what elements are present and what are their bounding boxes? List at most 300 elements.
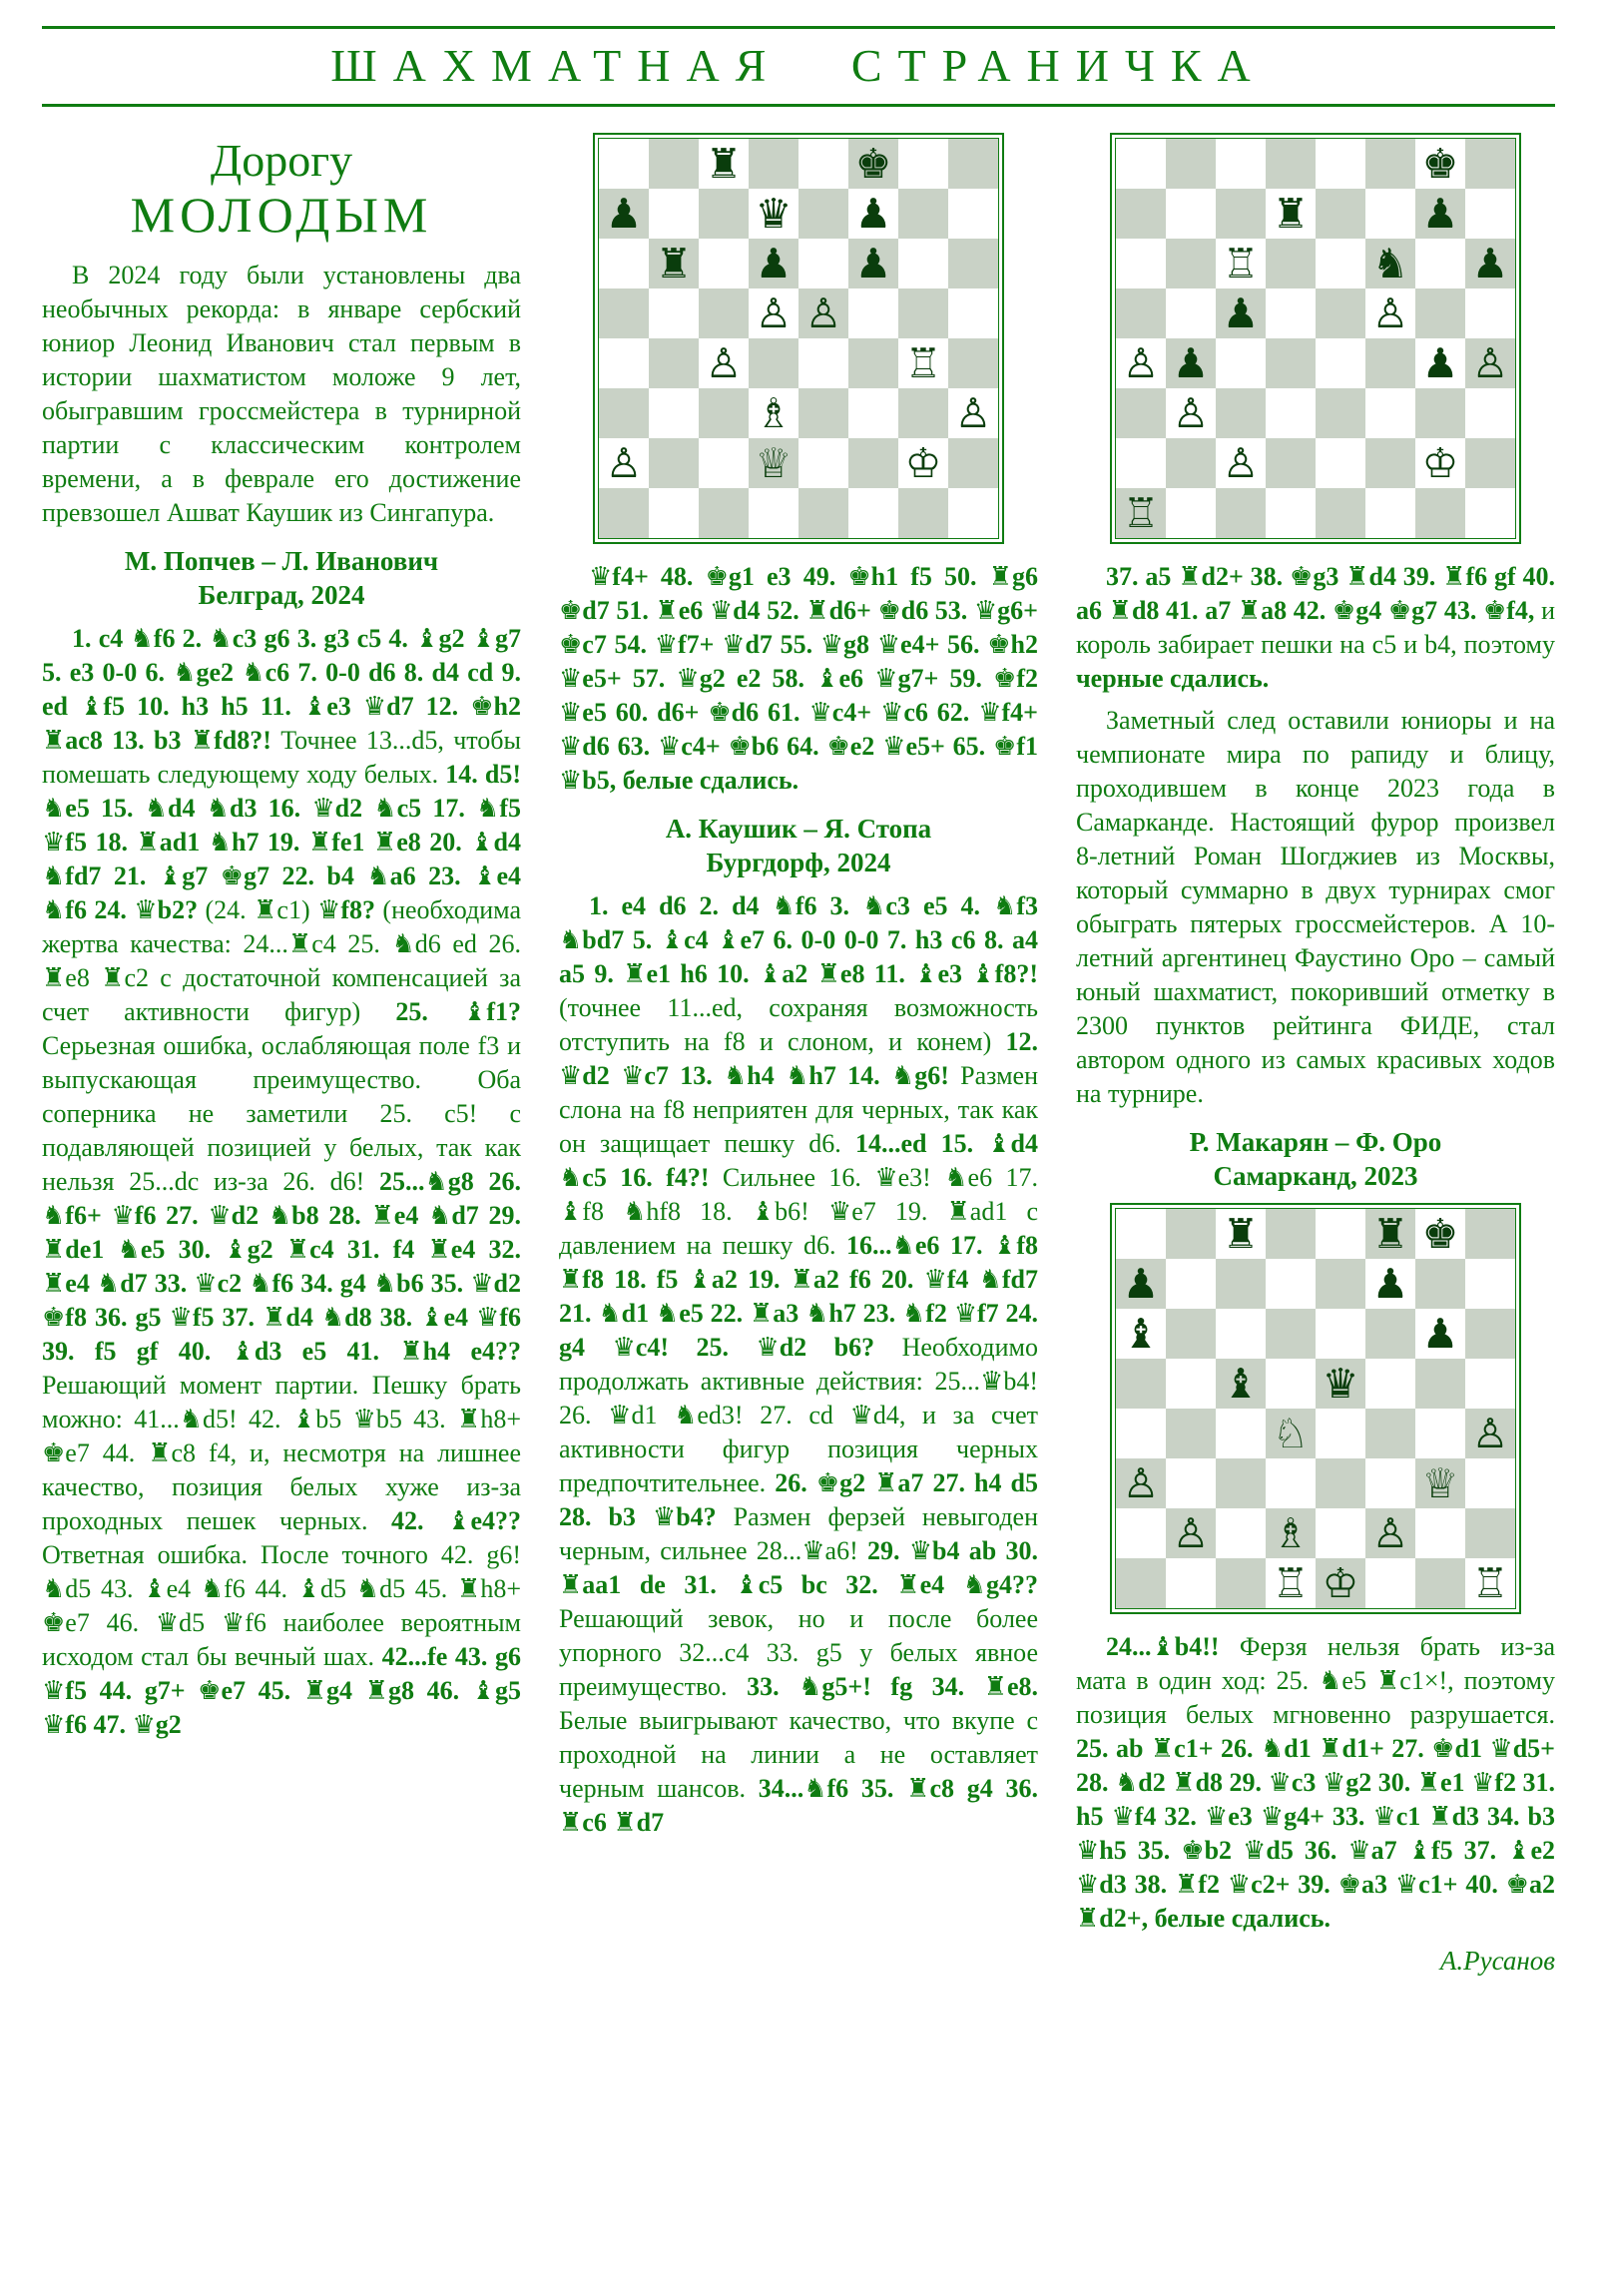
board-square bbox=[1116, 1558, 1166, 1608]
commentary-segment: Решающий зевок, но и после более упорного 32...c4 33. g5 у белых явное преимущество. bbox=[559, 1604, 1038, 1701]
chess-piece: ♝ bbox=[1122, 1310, 1160, 1358]
board-square bbox=[1316, 1409, 1365, 1458]
board-square bbox=[1365, 139, 1415, 189]
board-square bbox=[798, 288, 848, 338]
board-square bbox=[1216, 438, 1266, 488]
chess-piece: ♟ bbox=[1371, 1260, 1409, 1308]
board-square bbox=[1316, 1259, 1365, 1309]
chess-piece: ♛ bbox=[755, 190, 793, 238]
board-square bbox=[848, 488, 898, 538]
board-square bbox=[1216, 1558, 1266, 1608]
board-square bbox=[1116, 1259, 1166, 1309]
lead-headline bbox=[42, 135, 521, 243]
chess-piece: ♙ bbox=[954, 389, 992, 437]
chess-piece: ♙ bbox=[1371, 1509, 1409, 1557]
moves-segment: 25...♞g8 26. ♞f6+ ♛f6 27. ♛d2 ♞b8 28. ♜e4 ♞d7 29. ♜de1 ♞e5 30. ♝g2 ♜c4 31. f4 ♜e4 32. ♜e4 ♞d7 33. ♛c2 ♞f6 34. g4 ♞b6 35. ♛d2 ♚f8 36. g5 ♛f5 37. ♜d4 ♞d8 38. ♝e4 ♛f6 39. f5 gf 40. ♝d3 e5 41. ♜h4 e4?? bbox=[42, 1167, 521, 1366]
board-square bbox=[948, 338, 998, 388]
moves-segment: 34...♞f6 35. ♜c8 g4 36. ♜c6 ♜d7 bbox=[559, 1774, 1038, 1837]
board-square bbox=[649, 438, 699, 488]
board-square bbox=[1116, 239, 1166, 288]
board-square bbox=[1365, 239, 1415, 288]
board-square bbox=[1415, 1309, 1465, 1359]
board-square bbox=[699, 388, 749, 438]
board-square bbox=[1316, 338, 1365, 388]
board-square bbox=[1465, 1558, 1515, 1608]
chess-piece: ♙ bbox=[755, 289, 793, 337]
chess-piece: ♙ bbox=[1222, 439, 1260, 487]
board-square bbox=[1465, 488, 1515, 538]
chess-piece: ♔ bbox=[1322, 1559, 1359, 1607]
board-square bbox=[599, 239, 649, 288]
game2-header bbox=[559, 812, 1038, 879]
board-square bbox=[1365, 388, 1415, 438]
commentary-segment: Сильнее 16. ♛e3! ♞e6 17. ♝f8 ♞hf8 18. ♝b6! ♛e7 19. ♜ad1 с давлением на пешку d6. bbox=[559, 1163, 1039, 1260]
board-square bbox=[1465, 388, 1515, 438]
board-square bbox=[1216, 488, 1266, 538]
board-square bbox=[1316, 288, 1365, 338]
board-square bbox=[1266, 1309, 1316, 1359]
board-square bbox=[1266, 488, 1316, 538]
board-square bbox=[1465, 1309, 1515, 1359]
board-square bbox=[898, 438, 948, 488]
board-square bbox=[599, 189, 649, 239]
board-square bbox=[649, 338, 699, 388]
game3-venue: Самарканд, 2023 bbox=[1213, 1161, 1418, 1191]
chess-piece: ♔ bbox=[904, 439, 942, 487]
board-square bbox=[1465, 1259, 1515, 1309]
moves-segment: 1. c4 ♞f6 2. ♞c3 g6 3. g3 c5 4. ♝g2 ♝g7 5. e3 0-0 6. ♞ge2 ♞c6 7. 0-0 d6 8. d4 cd 9. ed ♝f5 10. h3 h5 11. ♝e3 ♛d7 12. ♚h2 ♜ac8 13. b3 ♜fd8?! bbox=[42, 624, 521, 755]
board-square bbox=[1365, 1309, 1415, 1359]
game3-players: Р. Макарян – Ф. Оро bbox=[1189, 1127, 1442, 1157]
moves-segment: 12. ♛d2 ♛c7 13. ♞h4 ♞h7 14. ♞g6! bbox=[559, 1027, 1038, 1090]
board-square bbox=[1465, 1409, 1515, 1458]
board-square bbox=[1116, 288, 1166, 338]
board-square bbox=[1166, 1558, 1216, 1608]
chess-piece: ♚ bbox=[1421, 1210, 1459, 1258]
board-square bbox=[898, 139, 948, 189]
moves-segment: 37. a5 ♜d2+ 38. ♚g3 ♜d4 39. ♜f6 gf 40. a6 ♜d8 41. a7 ♜a8 42. ♚g4 ♚g7 43. ♚f4, bbox=[1076, 562, 1555, 625]
board-square bbox=[649, 239, 699, 288]
chess-board bbox=[1115, 138, 1516, 539]
board-square bbox=[599, 288, 649, 338]
board-square bbox=[1415, 1508, 1465, 1558]
board-square bbox=[1415, 1259, 1465, 1309]
board-square bbox=[699, 338, 749, 388]
board-square bbox=[798, 189, 848, 239]
commentary-segment: Ферзя нельзя брать из-за мата в один ход: 25. ♞e5 ♜c1×!, поэтому позиция белых мгновенно разрушается. bbox=[1076, 1632, 1555, 1729]
chess-piece: ♟ bbox=[854, 190, 892, 238]
masthead bbox=[42, 26, 1555, 107]
board-square bbox=[749, 438, 798, 488]
chess-piece: ♙ bbox=[1471, 339, 1509, 387]
chess-piece: ♜ bbox=[1371, 1210, 1409, 1258]
commentary-segment: Белые выигрывают качество, что вкупе с проходной на линии a не оставляет черным шансов. bbox=[559, 1706, 1038, 1803]
board-square bbox=[1116, 1359, 1166, 1409]
juniors-paragraph: Заметный след оставили юниоры и на чемпионате мира по рапиду и блицу, проходившем в конце 2023 года в Самарканде. Настоящий фурор произвел 8-летний Роман Шогджиев из Москвы, который суммарно в двух турнирах смог обыграть пятерых гроссмейстеров. А 10-летний аргентинец Фаустино Оро – самый юный шахматист, покоривший отметку в 2300 пунктов рейтинга ФИДЕ, стал автором одного из самых красивых ходов на турнире. bbox=[1076, 706, 1555, 1108]
chess-piece: ♙ bbox=[1172, 1509, 1210, 1557]
board-square bbox=[948, 438, 998, 488]
board-square bbox=[1266, 288, 1316, 338]
board-square bbox=[848, 438, 898, 488]
board-square bbox=[1415, 288, 1465, 338]
board-square bbox=[798, 438, 848, 488]
chess-piece: ♖ bbox=[1471, 1559, 1509, 1607]
board-square bbox=[1216, 1409, 1266, 1458]
board-square bbox=[749, 288, 798, 338]
chess-piece: ♛ bbox=[1322, 1360, 1359, 1408]
board-square bbox=[848, 189, 898, 239]
board-square bbox=[1116, 388, 1166, 438]
board-square bbox=[1266, 388, 1316, 438]
board-square bbox=[1365, 288, 1415, 338]
board-square bbox=[1166, 288, 1216, 338]
board-square bbox=[1415, 139, 1465, 189]
board-square bbox=[1216, 388, 1266, 438]
moves-segment: 1. e4 d6 2. d4 ♞f6 3. ♞c3 e5 4. ♞f3 ♞bd7 5. ♝c4 ♝e7 6. 0-0 0-0 7. h3 c6 8. a4 a5 9. ♜e1 h6 10. ♝a2 ♜e8 11. ♝e3 ♝f8?! bbox=[559, 891, 1038, 988]
moves-segment: черные сдались. bbox=[1076, 664, 1270, 693]
board-square bbox=[1216, 239, 1266, 288]
column-left bbox=[42, 131, 521, 2267]
board-square bbox=[1316, 388, 1365, 438]
board-square bbox=[1465, 139, 1515, 189]
moves-segment: 33. ♞g5+! fg 34. ♜e8. bbox=[747, 1672, 1039, 1701]
board-square bbox=[1116, 1309, 1166, 1359]
board-square bbox=[1216, 1209, 1266, 1259]
commentary-segment: Решающий момент партии. Пешку брать можно: 41...♞d5! 42. ♝b5 ♛b5 43. ♜h8+ ♚e7 44. ♜c8 f4, и, несмотря на лишнее качество, позиция белых хуже из-за проходных пешек черных. bbox=[42, 1371, 521, 1535]
game1-notation-part2 bbox=[559, 560, 1038, 798]
moves-segment: 29. ♛b4 ab 30. ♜aa1 de 31. ♝c5 bc 32. ♜e4 ♞g4?? bbox=[559, 1536, 1038, 1599]
chess-piece: ♙ bbox=[804, 289, 842, 337]
chess-piece: ♔ bbox=[1421, 439, 1459, 487]
board-square bbox=[1365, 1409, 1415, 1458]
board-square bbox=[948, 189, 998, 239]
board-square bbox=[1266, 1209, 1316, 1259]
column-right bbox=[1076, 131, 1555, 2267]
board-square bbox=[1365, 1508, 1415, 1558]
board-square bbox=[1216, 1309, 1266, 1359]
board-square bbox=[1415, 338, 1465, 388]
board-square bbox=[898, 288, 948, 338]
chess-piece: ♟ bbox=[1122, 1260, 1160, 1308]
board-square bbox=[1365, 1359, 1415, 1409]
chess-piece: ♙ bbox=[1122, 1459, 1160, 1507]
board-square bbox=[1365, 1259, 1415, 1309]
game2-notation-part2 bbox=[1076, 560, 1555, 696]
board-square bbox=[1266, 189, 1316, 239]
chess-piece: ♖ bbox=[1122, 489, 1160, 537]
board-square bbox=[649, 388, 699, 438]
board-square bbox=[1465, 1458, 1515, 1508]
moves-segment: 24...♝b4!! bbox=[1106, 1632, 1220, 1661]
chess-piece: ♙ bbox=[1122, 339, 1160, 387]
board-square bbox=[1216, 1359, 1266, 1409]
chess-piece: ♚ bbox=[1421, 140, 1459, 188]
board-square bbox=[599, 438, 649, 488]
board-square bbox=[948, 288, 998, 338]
board-square bbox=[1216, 1458, 1266, 1508]
board-square bbox=[1166, 1209, 1216, 1259]
chess-board bbox=[598, 138, 999, 539]
board-square bbox=[798, 338, 848, 388]
chess-piece: ♟ bbox=[854, 240, 892, 287]
board-square bbox=[1465, 1508, 1515, 1558]
board-square bbox=[1266, 1458, 1316, 1508]
board-square bbox=[1166, 1309, 1216, 1359]
chess-piece: ♜ bbox=[1222, 1210, 1260, 1258]
board-square bbox=[1116, 488, 1166, 538]
board-square bbox=[749, 189, 798, 239]
chess-piece: ♟ bbox=[1222, 289, 1260, 337]
commentary-segment: Необходимо продолжать активные действия: 25...♛b4! 26. ♛d1 ♞ed3! 27. cd ♛d4, и за счет активности фигур позиция черных предпочтительнее. bbox=[559, 1333, 1038, 1497]
board-square bbox=[1415, 1458, 1465, 1508]
board-square bbox=[1216, 288, 1266, 338]
chess-piece: ♟ bbox=[605, 190, 643, 238]
board-square bbox=[699, 438, 749, 488]
chess-piece: ♟ bbox=[1471, 240, 1509, 287]
board-square bbox=[848, 338, 898, 388]
board-square bbox=[948, 488, 998, 538]
board-square bbox=[948, 139, 998, 189]
chess-piece: ♜ bbox=[655, 240, 693, 287]
chess-piece: ♜ bbox=[1272, 190, 1310, 238]
board-square bbox=[1316, 189, 1365, 239]
board-square bbox=[1316, 438, 1365, 488]
moves-segment: 42...fe 43. g6 ♛f5 44. g7+ ♚e7 45. ♜g4 ♜g8 46. ♝g5 ♛f6 47. ♛g2 bbox=[42, 1642, 522, 1739]
board-square bbox=[948, 239, 998, 288]
chess-piece: ♟ bbox=[1172, 339, 1210, 387]
board-square bbox=[1316, 1309, 1365, 1359]
board-square bbox=[798, 388, 848, 438]
commentary-segment: (точнее 11...ed, сохраняя возможность отступить на f8 и слоном, и конем) bbox=[559, 993, 1038, 1056]
board-square bbox=[649, 189, 699, 239]
board-square bbox=[1465, 239, 1515, 288]
chess-piece: ♟ bbox=[755, 240, 793, 287]
game1-players: М. Попчев – Л. Иванович bbox=[124, 546, 439, 576]
board-square bbox=[649, 488, 699, 538]
board-square bbox=[898, 338, 948, 388]
board-square bbox=[1365, 189, 1415, 239]
column-middle bbox=[559, 131, 1038, 2267]
moves-segment: 14. d5! ♞e5 15. ♞d4 ♞d3 16. ♛d2 ♞c5 17. ♞f5 ♛f5 18. ♜ad1 ♞h7 19. ♜fe1 ♜e8 20. ♝d4 ♞fd7 21. ♝g7 ♚g7 22. b4 ♞a6 23. ♝e4 ♞f6 24. ♛b2? bbox=[42, 760, 521, 924]
chess-piece: ♖ bbox=[1222, 240, 1260, 287]
board-square bbox=[798, 488, 848, 538]
chess-piece: ♜ bbox=[705, 140, 743, 188]
chess-piece: ♗ bbox=[755, 389, 793, 437]
board-square bbox=[1465, 1359, 1515, 1409]
chess-piece: ♟ bbox=[1421, 1310, 1459, 1358]
board-square bbox=[1415, 1558, 1465, 1608]
board-square bbox=[848, 288, 898, 338]
board-square bbox=[699, 288, 749, 338]
chess-diagram-2 bbox=[1110, 133, 1521, 544]
board-square bbox=[1316, 488, 1365, 538]
chess-piece: ♙ bbox=[605, 439, 643, 487]
chess-piece: ♖ bbox=[1272, 1559, 1310, 1607]
board-square bbox=[649, 139, 699, 189]
board-square bbox=[599, 338, 649, 388]
board-square bbox=[848, 388, 898, 438]
chess-piece: ♙ bbox=[1471, 1410, 1509, 1457]
board-square bbox=[1465, 288, 1515, 338]
chess-piece: ♙ bbox=[1172, 389, 1210, 437]
board-square bbox=[1266, 1558, 1316, 1608]
board-square bbox=[1166, 1458, 1216, 1508]
moves-segment: ♛f4+ 48. ♚g1 e3 49. ♚h1 f5 50. ♜g6 ♚d7 51. ♜e6 ♛d4 52. ♜d6+ ♚d6 53. ♛g6+ ♚c7 54. ♛f7+ ♛d7 55. ♛g8 ♛e4+ 56. ♚h2 ♛e5+ 57. ♛g2 e2 58. ♝e6 ♛g7+ 59. ♚f2 ♛e5 60. d6+ ♚d6 61. ♛c4+ ♛c6 62. ♛f4+ ♛d6 63. ♛c4+ ♚b6 64. ♚e2 ♛e5+ 65. ♚f1 ♛b5, белые сдались. bbox=[559, 562, 1038, 795]
game2-players: А. Каушик – Я. Стопа bbox=[665, 814, 932, 844]
board-square bbox=[1166, 388, 1216, 438]
board-square bbox=[1266, 1409, 1316, 1458]
board-square bbox=[1166, 139, 1216, 189]
commentary-segment: Размен ферзей невыгоден черным, сильнее 28...♛a6! bbox=[559, 1502, 1039, 1565]
board-square bbox=[798, 239, 848, 288]
moves-segment: 42. ♝e4?? bbox=[391, 1506, 521, 1535]
board-square bbox=[848, 139, 898, 189]
board-square bbox=[1415, 189, 1465, 239]
board-square bbox=[1465, 338, 1515, 388]
board-square bbox=[1216, 189, 1266, 239]
chess-piece: ♘ bbox=[1272, 1410, 1310, 1457]
board-square bbox=[1116, 189, 1166, 239]
moves-segment: ♛f8? bbox=[317, 895, 375, 924]
board-square bbox=[1316, 1359, 1365, 1409]
board-square bbox=[749, 488, 798, 538]
board-square bbox=[1216, 338, 1266, 388]
board-square bbox=[1266, 1359, 1316, 1409]
chess-piece: ♗ bbox=[1272, 1509, 1310, 1557]
board-square bbox=[1116, 1508, 1166, 1558]
board-square bbox=[1216, 139, 1266, 189]
board-square bbox=[1266, 1508, 1316, 1558]
board-square bbox=[1415, 1209, 1465, 1259]
author-signature: А.Русанов bbox=[1439, 1946, 1555, 1976]
board-square bbox=[1316, 1458, 1365, 1508]
board-square bbox=[699, 139, 749, 189]
board-square bbox=[1365, 1209, 1415, 1259]
board-square bbox=[948, 388, 998, 438]
board-square bbox=[1415, 239, 1465, 288]
board-square bbox=[898, 189, 948, 239]
board-square bbox=[1365, 1558, 1415, 1608]
game3-notation bbox=[1076, 1630, 1555, 1936]
commentary-segment: и король забирает пешки на c5 и b4, поэтому bbox=[1076, 596, 1555, 659]
board-square bbox=[1166, 239, 1216, 288]
board-square bbox=[1266, 239, 1316, 288]
board-square bbox=[599, 388, 649, 438]
moves-segment: 16...♞e6 17. ♝f8 ♜f8 18. f5 ♝a2 19. ♜a2 f6 20. ♛f4 ♞fd7 21. ♞d1 ♞e5 22. ♜a3 ♞h7 23. ♞f2 ♛f7 24. g4 ♛c4! 25. ♛d2 b6? bbox=[559, 1231, 1038, 1362]
chess-piece: ♟ bbox=[1421, 190, 1459, 238]
page-title: ШАХМАТНАЯ СТРАНИЧКА bbox=[330, 40, 1267, 91]
commentary-segment: Серьезная ошибка, ослабляющая поле f3 и выпускающая преимущество. Оба соперника не заметили 25. c5! с подавляющей позицией у белых, так как нельзя 25...dc из-за 26. d6! bbox=[42, 1031, 521, 1196]
chess-piece: ♝ bbox=[1222, 1360, 1260, 1408]
board-square bbox=[699, 189, 749, 239]
board-square bbox=[749, 139, 798, 189]
intro-paragraph: В 2024 году были установлены два необычных рекорда: в январе сербский юниор Леонид Иванович стал первым в истории шахматистом моложе 9 лет, обыгравшим гроссмейстера в турнирной партии с классическим контролем времени, а в феврале его достижение превзошел Ашват Каушик из Сингапура. bbox=[42, 261, 521, 527]
board-square bbox=[1166, 438, 1216, 488]
board-square bbox=[1316, 239, 1365, 288]
board-square bbox=[1166, 488, 1216, 538]
board-square bbox=[1216, 1259, 1266, 1309]
chess-diagram-1 bbox=[593, 133, 1004, 544]
board-square bbox=[898, 388, 948, 438]
board-square bbox=[1166, 1259, 1216, 1309]
board-square bbox=[1365, 488, 1415, 538]
board-square bbox=[1266, 1259, 1316, 1309]
chess-piece: ♟ bbox=[1421, 339, 1459, 387]
board-square bbox=[599, 488, 649, 538]
chess-board bbox=[1115, 1208, 1516, 1609]
board-square bbox=[749, 239, 798, 288]
board-square bbox=[1116, 338, 1166, 388]
chess-piece: ♕ bbox=[755, 439, 793, 487]
board-square bbox=[749, 338, 798, 388]
chess-piece: ♕ bbox=[1421, 1459, 1459, 1507]
commentary-segment: (необходима жертва качества: 24...♜c4 25. ♞d6 ed 26. ♜e8 ♜c2 с достаточной компенсацией за счет активности фигур) bbox=[42, 895, 521, 1026]
board-square bbox=[1415, 438, 1465, 488]
board-square bbox=[1365, 438, 1415, 488]
board-square bbox=[1116, 1409, 1166, 1458]
game1-notation-part1 bbox=[42, 622, 521, 1742]
chess-diagram-3 bbox=[1110, 1203, 1521, 1614]
commentary-segment: Размен слона на f8 неприятен для черных, так как он защищает пешку d6. bbox=[559, 1061, 1038, 1158]
moves-segment: 14...ed 15. ♝d4 ♞c5 16. f4?! bbox=[559, 1129, 1038, 1192]
board-square bbox=[1166, 1508, 1216, 1558]
board-square bbox=[1116, 139, 1166, 189]
game2-venue: Бургдорф, 2024 bbox=[706, 848, 891, 877]
board-square bbox=[1465, 189, 1515, 239]
board-square bbox=[699, 488, 749, 538]
commentary-segment: (24. ♜c1) bbox=[198, 895, 318, 924]
board-square bbox=[1365, 1458, 1415, 1508]
board-square bbox=[1266, 338, 1316, 388]
commentary-segment: Точнее 13...d5, чтобы помешать следующему ходу белых. bbox=[42, 726, 521, 789]
game3-header bbox=[1076, 1125, 1555, 1193]
board-square bbox=[1116, 1209, 1166, 1259]
content-columns bbox=[42, 131, 1555, 2267]
board-square bbox=[1266, 139, 1316, 189]
board-square bbox=[1316, 1508, 1365, 1558]
moves-segment: 25. ♝f1? bbox=[395, 997, 521, 1026]
board-square bbox=[699, 239, 749, 288]
board-square bbox=[1365, 338, 1415, 388]
board-square bbox=[1465, 1209, 1515, 1259]
game1-venue: Белград, 2024 bbox=[198, 580, 365, 610]
board-square bbox=[848, 239, 898, 288]
headline-word-2: МОЛОДЫМ bbox=[130, 187, 433, 243]
board-square bbox=[1166, 1409, 1216, 1458]
board-square bbox=[749, 388, 798, 438]
board-square bbox=[1166, 189, 1216, 239]
board-square bbox=[1116, 438, 1166, 488]
game1-header bbox=[42, 544, 521, 612]
board-square bbox=[1166, 1359, 1216, 1409]
headline-word-1: Дорогу bbox=[210, 135, 353, 186]
commentary-segment: Ответная ошибка. После точного 42. g6! ♞d5 43. ♝e4 ♞f6 44. ♝d5 ♞d5 45. ♜h8+ ♚e7 46. ♛d5 ♛f6 наиболее вероятным исходом стал бы вечный шах. bbox=[42, 1540, 521, 1671]
board-square bbox=[1415, 388, 1465, 438]
board-square bbox=[1415, 488, 1465, 538]
moves-segment: 25. ab ♜c1+ 26. ♞d1 ♜d1+ 27. ♚d1 ♛d5+ 28. ♞d2 ♜d8 29. ♛c3 ♛g2 30. ♜e1 ♛f2 31. h5 ♛f4 32. ♛e3 ♛g4+ 33. ♛c1 ♜d3 34. b3 ♛h5 35. ♚b2 ♛d5 36. ♛a7 ♝f5 37. ♝e2 ♛d3 38. ♜f2 ♛c2+ 39. ♚a3 ♛c1+ 40. ♚a2 ♜d2+, белые сдались. bbox=[1076, 1734, 1556, 1933]
board-square bbox=[1316, 1209, 1365, 1259]
chess-piece: ♖ bbox=[904, 339, 942, 387]
board-square bbox=[1216, 1508, 1266, 1558]
board-square bbox=[1465, 438, 1515, 488]
board-square bbox=[1415, 1359, 1465, 1409]
board-square bbox=[898, 239, 948, 288]
board-square bbox=[1316, 139, 1365, 189]
board-square bbox=[1415, 1409, 1465, 1458]
board-square bbox=[798, 139, 848, 189]
moves-segment: 26. ♚g2 ♜a7 27. h4 d5 28. b3 ♛b4? bbox=[559, 1468, 1038, 1531]
chess-piece: ♙ bbox=[1371, 289, 1409, 337]
